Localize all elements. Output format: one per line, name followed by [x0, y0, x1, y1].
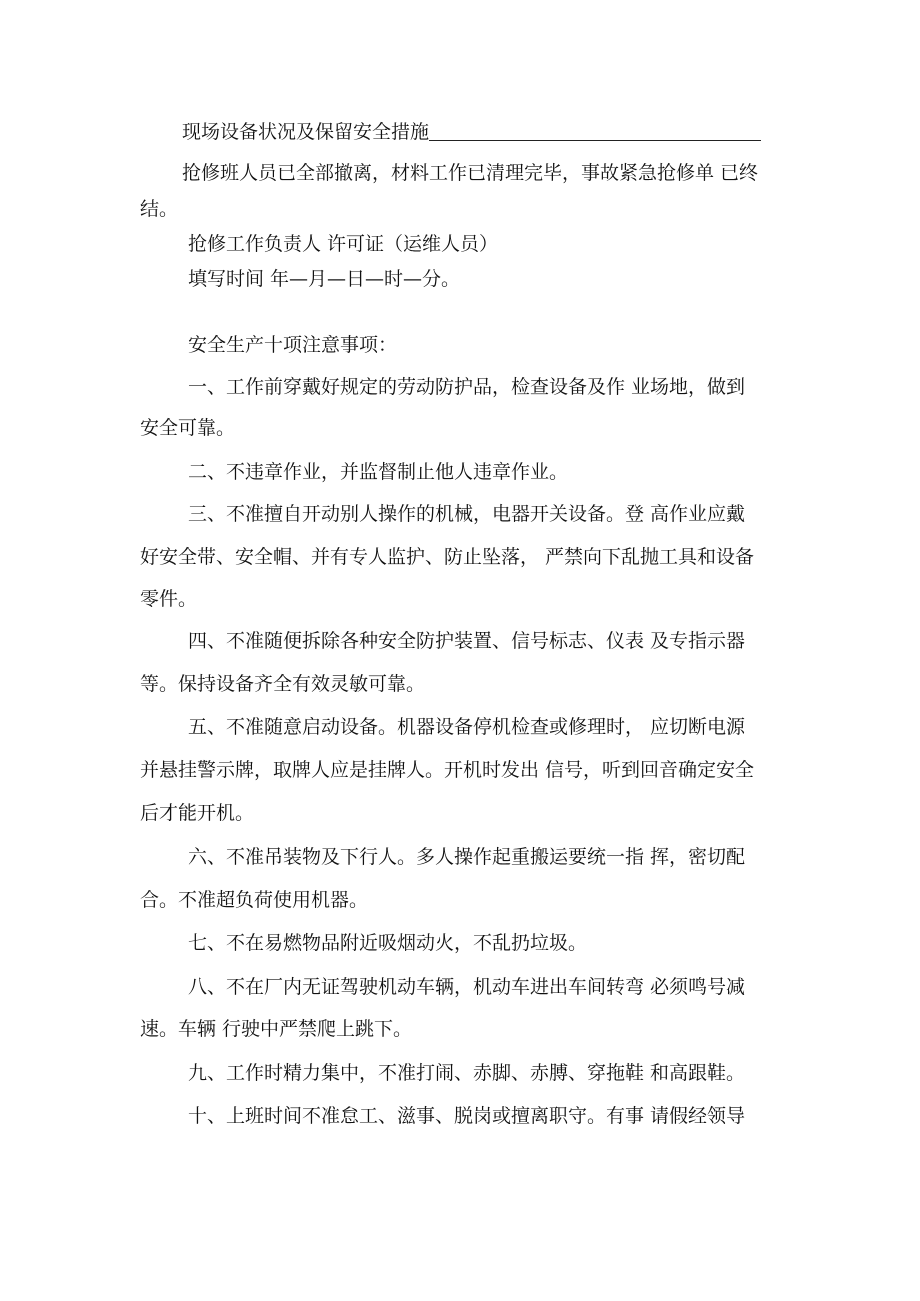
text-line: 零件。	[140, 588, 198, 610]
text-line: 抢修班人员已全部撤离，材料工作已清理完毕，事故紧急抢修单 已终	[182, 162, 759, 184]
text-line: 八、不在厂内无证驾驶机动车辆，机动车进出车间转弯 必须鸣号减	[188, 976, 746, 998]
safety-measures-field	[182, 123, 761, 142]
signature-line: 抢修工作负责人 许可证（运维人员）	[188, 233, 499, 255]
text-line: 速。车辆 行驶中严禁爬上跳下。	[140, 1018, 413, 1040]
text-line: 十、上班时间不准怠工、滋事、脱岗或擅离职守。有事 请假经领导	[188, 1105, 746, 1127]
fill-time-line: 填写时间 年—月—日—时—分。	[188, 268, 461, 290]
text-line: 安全可靠。	[140, 417, 236, 439]
section-heading: 安全生产十项注意事项：	[188, 334, 398, 356]
text-line: 六、不准吊装物及下行人。多人操作起重搬运要统一指 挥，密切配	[188, 846, 746, 868]
safety-measures-label: 现场设备状况及保留安全措施	[182, 121, 430, 143]
text-line: 四、不准随便拆除各种安全防护装置、信号标志、仪表 及专指示器	[188, 630, 746, 652]
text-line: 合。不准超负荷使用机器。	[140, 889, 369, 911]
text-line: 后才能开机。	[140, 802, 255, 824]
text-line: 九、工作时精力集中，不准打闹、赤脚、赤膊、穿拖鞋 和高跟鞋。	[188, 1062, 746, 1084]
text-line: 二、不违章作业，并监督制止他人违章作业。	[188, 461, 569, 483]
safety-measures-blank	[429, 139, 761, 141]
text-line: 并悬挂警示牌，取牌人应是挂牌人。开机时发出 信号，听到回音确定安全	[140, 759, 755, 781]
text-line: 等。保持设备齐全有效灵敏可靠。	[140, 673, 426, 695]
text-line: 一、工作前穿戴好规定的劳动防护品，检查设备及作 业场地，做到	[188, 376, 746, 398]
text-line: 五、不准随意启动设备。机器设备停机检查或修理时， 应切断电源	[188, 716, 746, 738]
text-line: 七、不在易燃物品附近吸烟动火，不乱扔垃圾。	[188, 932, 588, 954]
text-line: 三、不准擅自开动别人操作的机械，电器开关设备。登 高作业应戴	[188, 503, 746, 525]
text-line: 结。	[140, 198, 179, 220]
text-line: 好安全带、安全帽、并有专人监护、防止坠落， 严禁向下乱抛工具和设备	[140, 546, 755, 568]
